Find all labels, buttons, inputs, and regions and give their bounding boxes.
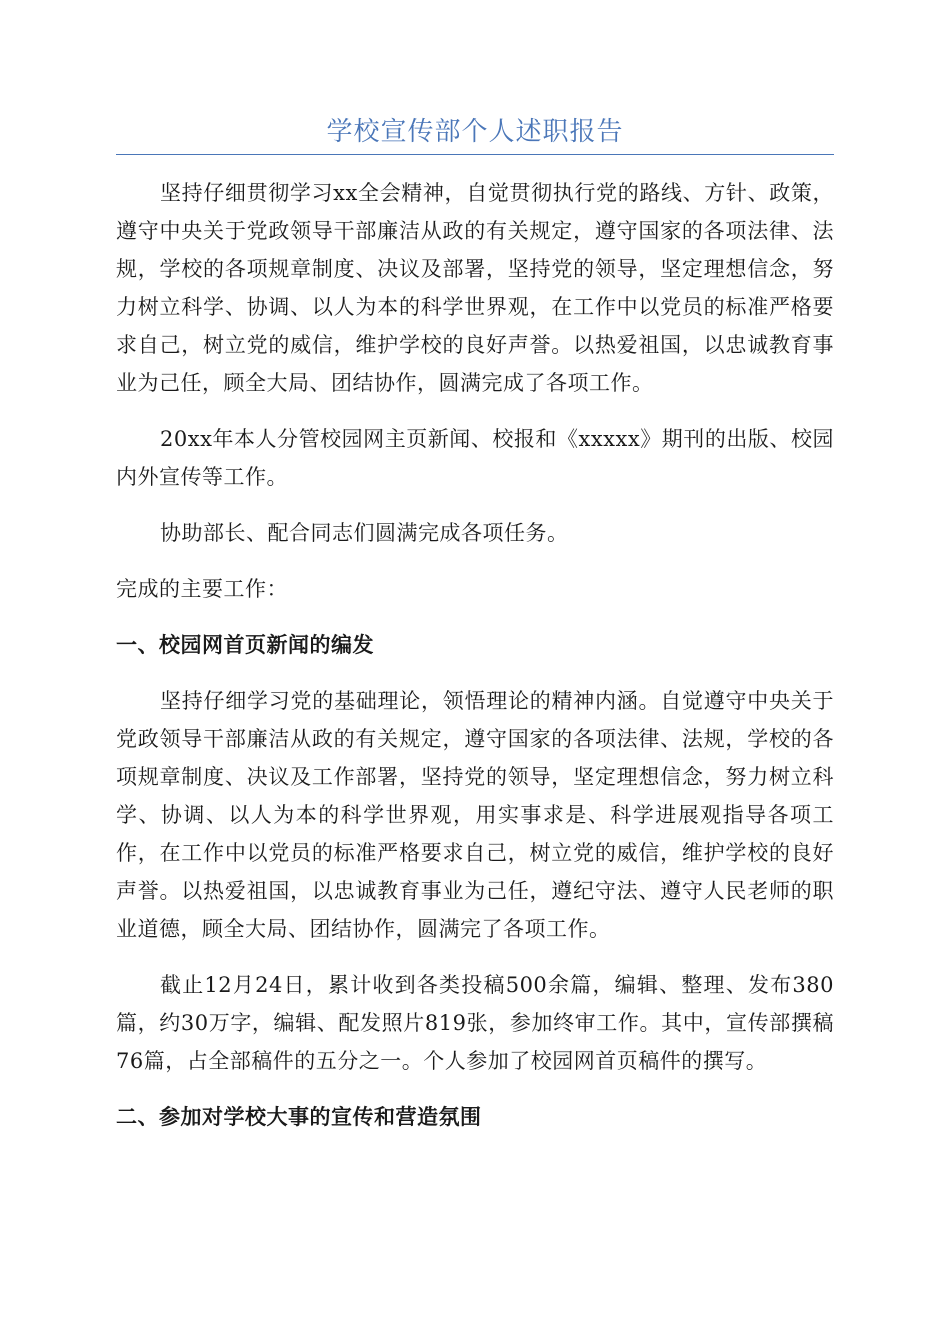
section-heading-1: 一、校园网首页新闻的编发 bbox=[116, 633, 374, 657]
document-title: 学校宣传部个人述职报告 bbox=[326, 117, 624, 147]
section-heading-2: 二、参加对学校大事的宣传和营造氛围 bbox=[116, 1105, 482, 1129]
title-underline bbox=[116, 154, 834, 155]
paragraph-assist: 协助部长、配合同志们圆满完成各项任务。 bbox=[160, 521, 569, 545]
document-body bbox=[116, 174, 834, 1136]
paragraph-section-1-body: 坚持仔细学习党的基础理论，领悟理论的精神内涵。自觉遵守中央关于党政领导干部廉洁从政的有关规定，遵守国家的各项法律、法规，学校的各项规章制度、决议及工作部署，坚持党的领导，坚定理想信念，努力树立科学、协调、以人为本的科学世界观，用实事求是、科学进展观指导各项工作，在工作中以党员的标准严格要求自己，树立党的威信，维护学校的良好声誉。以热爱祖国，以忠诚教育事业为己任，遵纪守法、遵守人民老师的职业道德，顾全大局、团结协作，圆满完了各项工作。 bbox=[116, 689, 834, 941]
paragraph-intro: 坚持仔细贯彻学习xx全会精神，自觉贯彻执行党的路线、方针、政策，遵守中央关于党政领导干部廉洁从政的有关规定，遵守国家的各项法律、法规，学校的各项规章制度、决议及部署，坚持党的领导，坚定理想信念，努力树立科学、协调、以人为本的科学世界观，在工作中以党员的标准严格要求自己，树立党的威信，维护学校的良好声誉。以热爱祖国，以忠诚教育事业为己任，顾全大局、团结协作，圆满完成了各项工作。 bbox=[116, 181, 834, 395]
paragraph-main-work-label: 完成的主要工作： bbox=[116, 577, 288, 601]
paragraph-responsibilities: 20xx年本人分管校园网主页新闻、校报和《xxxxx》期刊的出版、校园内外宣传等工作。 bbox=[116, 427, 834, 489]
paragraph-statistics: 截止12月24日，累计收到各类投稿500余篇，编辑、整理、发布380篇，约30万字，编辑、配发照片819张，参加终审工作。其中，宣传部撰稿76篇，占全部稿件的五分之一。个人参加了校园网首页稿件的撰写。 bbox=[116, 973, 834, 1073]
